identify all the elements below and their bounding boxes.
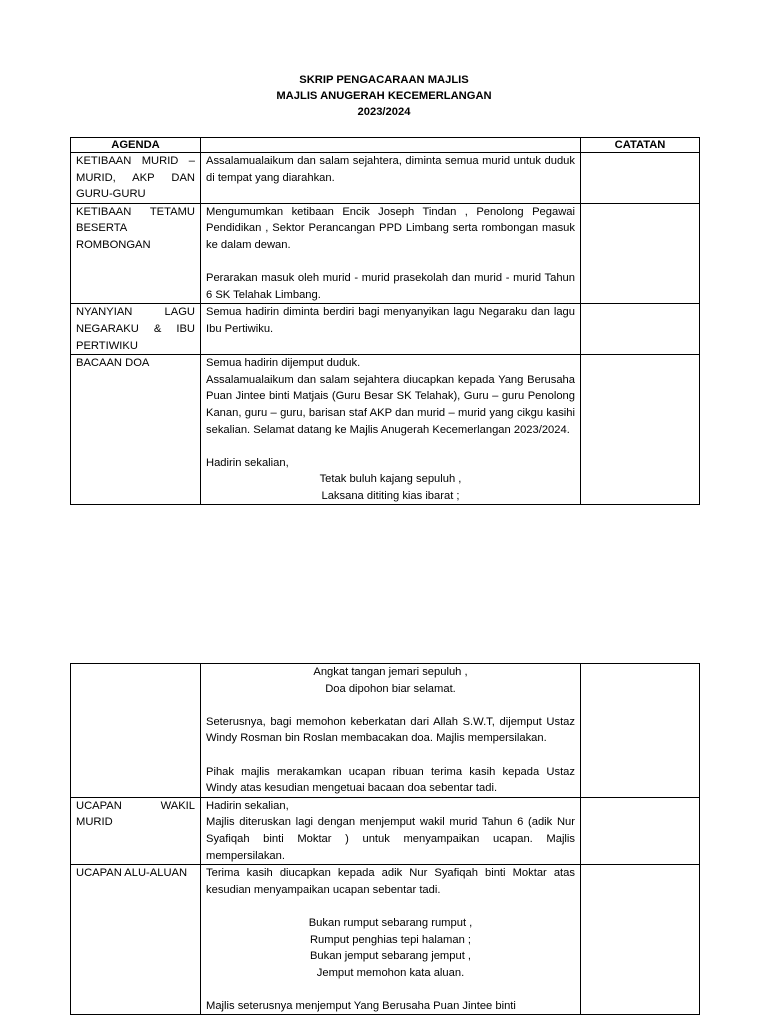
agenda-line: KETIBAAN MURID – (76, 155, 195, 167)
agenda-line: MURID (76, 816, 113, 829)
table-row (71, 203, 700, 304)
agenda-cell (71, 797, 201, 864)
verse-line: Jemput memohon kata aluan. (316, 966, 465, 979)
agenda-line: UCAPAN WAKIL (76, 799, 195, 812)
agenda-cell (71, 304, 201, 355)
header-agenda: AGENDA (71, 138, 201, 153)
script-cell (201, 865, 581, 1015)
table-row (71, 153, 700, 204)
catatan-cell (581, 153, 700, 204)
catatan-cell (581, 664, 700, 798)
table-row (71, 664, 700, 798)
verse-line: Bukan jemput sebarang jemput , (309, 950, 472, 963)
agenda-line: NEGARAKU & IBU (76, 322, 195, 335)
verse-line: Doa dipohon biar selamat. (325, 682, 456, 695)
agenda-line: KETIBAAN TETAMU (76, 205, 195, 218)
script-cell (201, 304, 581, 355)
agenda-cell (71, 203, 201, 304)
script-text: Pihak majlis merakamkan ucapan ribuan terima kasih kepada Ustaz Windy atas kesudian mengetuai bacaan doa sebentar tadi. (206, 765, 575, 795)
script-text: Perarakan masuk oleh murid - murid prasekolah dan murid - murid Tahun 6 SK Telahak Limbang. (206, 272, 575, 301)
header-catatan: CATATAN (581, 138, 700, 153)
catatan-cell (581, 865, 700, 1015)
script-text: Hadirin sekalian, (206, 799, 289, 812)
agenda-line: GURU-GURU (76, 188, 146, 201)
program-table (70, 137, 700, 505)
title-line-3: 2023/2024 (357, 106, 411, 118)
header-blank (201, 138, 581, 153)
script-text: Seterusnya, bagi memohon keberkatan dari Allah S.W.T, dijemput Ustaz Windy Rosman bin Roslan membacakan doa. Majlis mempersilakan. (206, 715, 575, 745)
script-text: Hadirin sekalian, (206, 456, 289, 469)
script-text: Assalamualaikum dan salam sejahtera, diminta semua murid untuk duduk di tempat yang diarahkan. (206, 155, 575, 184)
agenda-line: BESERTA (76, 222, 128, 235)
agenda-line: UCAPAN ALU-ALUAN (76, 867, 188, 880)
table-row (71, 865, 700, 1015)
agenda-line: ROMBONGAN (76, 238, 151, 251)
script-text: Mengumumkan ketibaan Encik Joseph Tindan , Penolong Pegawai Pendidikan , Sektor Perancangan PPD Limbang serta rombongan masuk ke dalam dewan. (206, 205, 575, 251)
catatan-cell (581, 355, 700, 505)
script-text: Majlis diteruskan lagi dengan menjemput wakil murid Tahun 6 (adik Nur Syafiqah binti Moktar ) untuk menyampaikan ucapan. Majlis mempersilakan. (206, 816, 575, 862)
catatan-cell (581, 797, 700, 864)
agenda-line: BACAAN DOA (76, 357, 150, 370)
script-text: Semua hadirin dijemput duduk. (206, 357, 361, 370)
agenda-line: MURID, AKP DAN (76, 171, 195, 184)
script-cell (201, 797, 581, 864)
agenda-line: NYANYIAN LAGU (76, 306, 195, 319)
script-cell (201, 664, 581, 798)
verse-line: Laksana dititing kias ibarat ; (321, 489, 460, 502)
catatan-cell (581, 304, 700, 355)
script-cell (201, 355, 581, 505)
agenda-cell (71, 153, 201, 204)
script-text: Terima kasih diucapkan kepada adik Nur Syafiqah binti Moktar atas kesudian menyampaikan ucapan sebentar tadi. (206, 867, 575, 896)
script-text: Majlis seterusnya menjemput Yang Berusaha Puan Jintee binti (206, 999, 516, 1012)
table-row (71, 355, 700, 505)
verse-line: Angkat tangan jemari sepuluh , (313, 666, 468, 678)
script-text: Semua hadirin diminta berdiri bagi menyanyikan lagu Negaraku dan lagu Ibu Pertiwiku. (206, 306, 575, 335)
agenda-cell (71, 664, 201, 798)
verse-line: Rumput penghias tepi halaman ; (309, 933, 472, 946)
script-text: Assalamualaikum dan salam sejahtera diucapkan kepada Yang Berusaha Puan Jintee binti Matjais (Guru Besar SK Telahak), Guru – guru Penolong Kanan, guru – guru, barisan staf AKP dan murid – murid yang cikgu kasihi sekalian. Selamat datang ke Majlis Anugerah Kecemerlangan 2023/2024. (206, 373, 575, 436)
title-line-1: SKRIP PENGACARAAN MAJLIS (299, 74, 469, 86)
catatan-cell (581, 203, 700, 304)
script-cell (201, 153, 581, 204)
verse-line: Bukan rumput sebarang rumput , (308, 916, 473, 929)
verse-line: Tetak buluh kajang sepuluh , (319, 473, 462, 486)
agenda-cell (71, 865, 201, 1015)
script-cell (201, 203, 581, 304)
program-table-continued (70, 663, 700, 1015)
table-row (71, 797, 700, 864)
agenda-line: PERTIWIKU (76, 339, 138, 352)
title-line-2: MAJLIS ANUGERAH KECEMERLANGAN (276, 90, 492, 102)
agenda-cell (71, 355, 201, 505)
table-row (71, 304, 700, 355)
table-header-row (71, 138, 700, 153)
